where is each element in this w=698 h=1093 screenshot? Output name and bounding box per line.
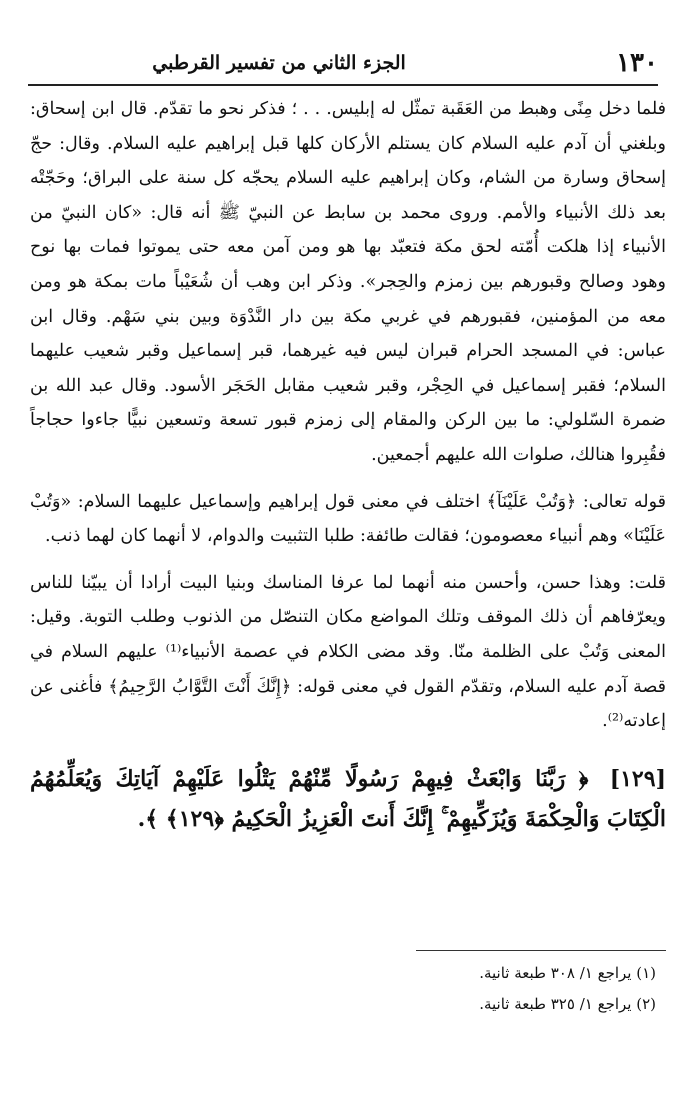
paragraph-2: قوله تعالى: ﴿وَتُبْ عَلَيْنَآ﴾ اختلف في معنى قول إبراهيم وإسماعيل عليهما السلام: «وَتُبْ عَلَيْنَا» وهم أنبياء معصومون؛ فقالت طائفة: طلبا التثبيت والدوام، لا أنهما كان لهما ذنب.: [30, 491, 666, 547]
main-text: [30, 92, 666, 839]
paragraph-3: قلت: وهذا حسن، وأحسن منه أنهما لما عرفا المناسك وبنيا البيت أرادا أن يبيّنا للناس ويعرّفاهم أن ذلك الموقف وتلك المواضع مكان التنصّل من الذنوب وطلب التوبة. وقيل: المعنى وَتُبْ على الظلمة منّا. وقد مضى الكلام في عصمة الأنبياء⁽¹⁾ عليهم السلام في قصة آدم عليه السلام، وتقدّم القول في معنى قوله: ﴿إِنَّكَ أَنْتَ التَّوَّابُ الرَّحِيمُ﴾ فأغنى عن إعادته⁽²⁾.: [30, 572, 666, 732]
paragraph-1: فلما دخل مِنًى وهبط من العَقَبة تمثّل له إبليس. . . ؛ فذكر نحو ما تقدّم. قال ابن إسحاق: وبلغني أن آدم عليه السلام كان يستلم الأركان كلها قبل إبراهيم عليه السلام. وقال: حجّ إسحاق وسارة من الشام، وكان إبراهيم عليه السلام يحجّه كل سنة على البراق؛ وحَجّتْه بعد ذلك الأنبياء والأمم. وروى محمد بن سابط عن النبيّ ﷺ أنه قال: «كان النبيّ من الأنبياء إذا هلكت أُمّته لحق مكة فتعبّد بها هو ومن آمن معه حتى يموتوا فمات بها نوح وهود وصالح وقبورهم بين زمزم والحِجر». وذكر ابن وهب أن شُعَيْباً مات بمكة هو ومن معه من المؤمنين، فقبورهم في غربي مكة بين دار النَّدْوَة وبين بني سَهْم. وقال ابن عباس: في المسجد الحرام قبران ليس فيه غيرهما، قبر إسماعيل وقبر شعيب عليهما السلام؛ فقبر إسماعيل في الحِجْر، وقبر شعيب مقابل الحَجَر الأسود. وقال عبد الله بن ضمرة السّلولي: ما بين الركن والمقام إلى زمزم قبور تسعة وتسعين نبيًّا جاءوا حجاجاً فقُبِروا هنالك، صلوات الله عليهم أجمعين.: [30, 99, 666, 465]
footnote-divider: [416, 950, 666, 951]
header-divider: [28, 84, 658, 86]
verse-text: ﴿ رَبَّنَا وَابْعَثْ فِيهِمْ رَسُولًا مِّنْهُمْ يَتْلُوا عَلَيْهِمْ آيَاتِكَ وَيُعَلِّمُهُمُ الْكِتَابَ وَالْحِكْمَةَ وَيُزَكِّيهِمْ ۚ إِنَّكَ أَنتَ الْعَزِيزُ الْحَكِيمُ ﴿١٢٩﴾ ﴾.: [30, 765, 666, 832]
verse-number: [١٢٩]: [609, 765, 666, 792]
page-header: [28, 44, 658, 82]
page-number: ١٣٠: [616, 48, 658, 78]
footnotes: [166, 958, 666, 1020]
running-title: الجزء الثاني من تفسير القرطبي: [152, 52, 406, 74]
quran-verse: [30, 759, 666, 839]
footnote-1: (١) يراجع ١/ ٣٠٨ طبعة ثانية.: [479, 964, 656, 982]
footnote-2: (٢) يراجع ١/ ٣٢٥ طبعة ثانية.: [479, 995, 656, 1013]
